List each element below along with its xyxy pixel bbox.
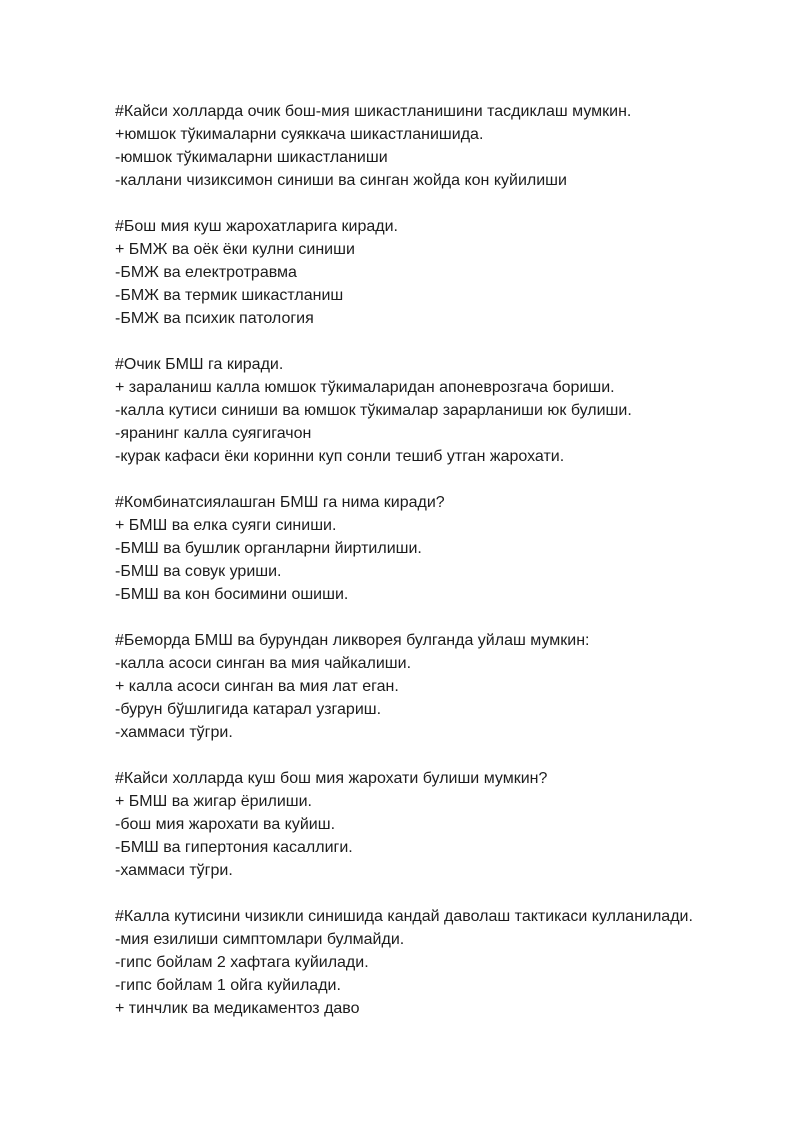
answer-option: + калла асоси синган ва мия лат еган. [115,678,399,695]
answer-option: -бош мия жарохати ва куйиш. [115,816,336,833]
question-text: #Кайси холларда куш бош мия жарохати булиши мумкин? [115,770,548,787]
question-block [115,353,775,468]
question-block [115,215,775,330]
answer-option: -калла кутиси синиши ва юмшок тўкималар зарарланиши юк булиши. [115,402,632,419]
answer-option: -БМЖ ва термик шикастланиш [115,287,344,304]
question-block [115,629,775,744]
question-block [115,767,775,882]
question-text: #Комбинатсиялашган БМШ га нима киради? [115,494,445,511]
answer-option: +юмшок тўкималарни суяккача шикастланишида. [115,126,484,143]
answer-option: -БМЖ ва психик патология [115,310,314,327]
question-block [115,100,775,192]
answer-option: -БМШ ва гипертония касаллиги. [115,839,353,856]
answer-option: -хаммаси тўгри. [115,862,233,879]
answer-option: -гипс бойлам 1 ойга куйилади. [115,977,341,994]
answer-option: + тинчлик ва медикаментоз даво [115,1000,360,1017]
question-block [115,491,775,606]
answer-option: -БМЖ ва електротравма [115,264,297,281]
question-text: #Очик БМШ га киради. [115,356,284,373]
answer-option: -гипс бойлам 2 хафтага куйилади. [115,954,369,971]
question-text: #Бош мия куш жарохатларига киради. [115,218,398,235]
question-block [115,905,775,1020]
answer-option: -БМШ ва совук уриши. [115,563,282,580]
answer-option: -бурун бўшлигида катарал узгариш. [115,701,382,718]
answer-option: + БМШ ва жигар ёрилиши. [115,793,312,810]
answer-option: + БМШ ва елка суяги синиши. [115,517,337,534]
document-content [115,100,775,1020]
answer-option: -хаммаси тўгри. [115,724,233,741]
question-text: #Беморда БМШ ва бурундан ликворея булганда уйлаш мумкин: [115,632,590,649]
answer-option: -калла асоси синган ва мия чайкалиши. [115,655,412,672]
answer-option: + зараланиш калла юмшок тўкималаридан апоневрозгача бориши. [115,379,615,396]
answer-option: -БМШ ва кон босимини ошиши. [115,586,349,603]
answer-option: -яранинг калла суягигачон [115,425,312,442]
question-text: #Кайси холларда очик бош-мия шикастланишини тасдиклаш мумкин. [115,103,632,120]
answer-option: -мия езилиши симптомлари булмайди. [115,931,405,948]
question-text: #Калла кутисини чизикли синишида кандай даволаш тактикаси кулланилади. [115,908,693,925]
answer-option: -каллани чизиксимон синиши ва синган жойда кон куйилиши [115,172,567,189]
answer-option: -курак кафаси ёки коринни куп сонли тешиб утган жарохати. [115,448,565,465]
answer-option: + БМЖ ва оёк ёки кулни синиши [115,241,355,258]
answer-option: -юмшок тўкималарни шикастланиши [115,149,388,166]
answer-option: -БМШ ва бушлик органларни йиртилиши. [115,540,422,557]
